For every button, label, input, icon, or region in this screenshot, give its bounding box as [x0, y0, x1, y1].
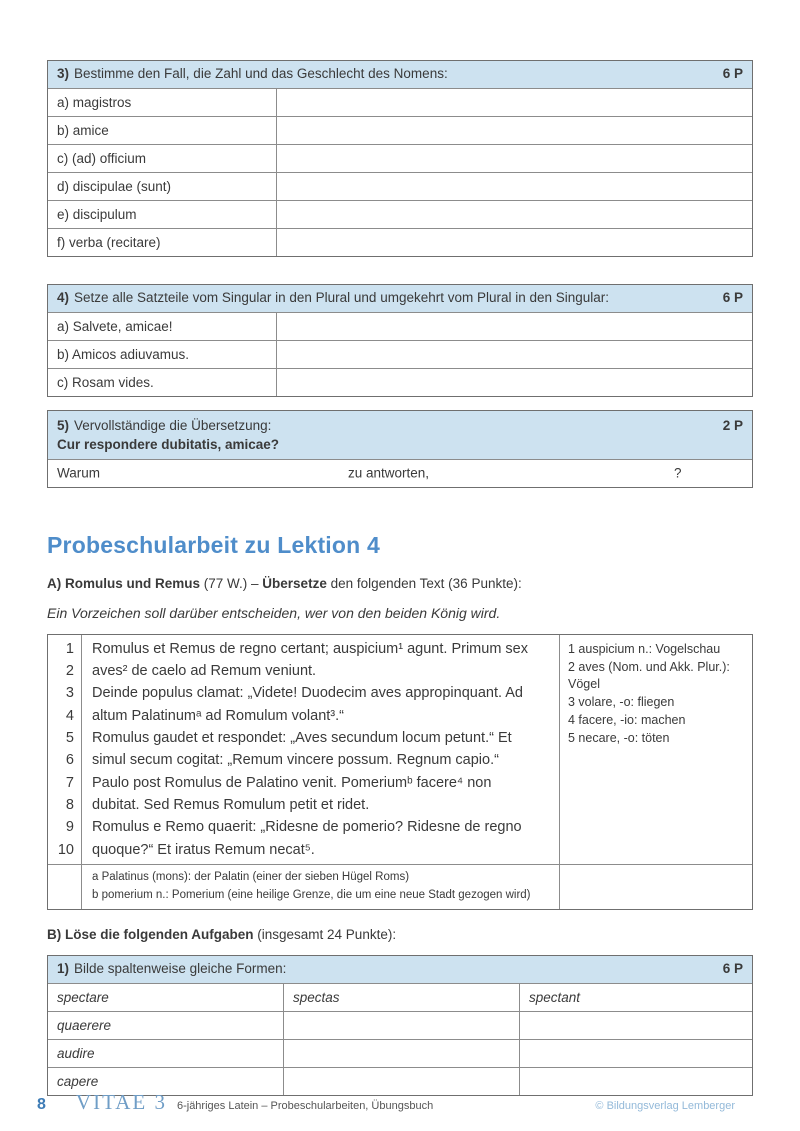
answer-cell [277, 369, 752, 396]
brand-logo: VITAE 3 [75, 1090, 167, 1114]
task-item-label: c) (ad) officium [48, 145, 277, 172]
task-row [48, 368, 752, 396]
task-5-table [47, 410, 753, 488]
answer-cell [277, 341, 752, 368]
task-4-table [47, 284, 753, 397]
line-number: 5 [65, 730, 74, 747]
line-number: 1 [65, 640, 74, 657]
answer-cell [277, 117, 752, 144]
latin-line: simul secum cogitat: „Remum vincere possum. Regnum capio.“ [92, 752, 499, 769]
text-intro: Ein Vorzeichen soll darüber entscheiden, wer von den beiden König wird. [47, 604, 501, 621]
latin-line: Deinde populus clamat: „Videte! Duodecim aves appropinquant. Ad [92, 685, 523, 702]
task-4-header [48, 285, 752, 312]
page-footer [0, 1090, 800, 1115]
form-cell: spectas [284, 984, 520, 1011]
task-number: 1) [57, 961, 70, 977]
answer-cell [277, 173, 752, 200]
task-number: 3) [57, 66, 70, 81]
points-badge: 6 P [722, 961, 743, 977]
task-row [48, 88, 752, 116]
answer-cell [520, 1040, 752, 1067]
latin-line: Paulo post Romulus de Palatino venit. Pomeriumᵇ facere⁴ non [92, 774, 492, 791]
part-b-label: B) Löse die folgenden Aufgaben [47, 927, 254, 943]
task-row [48, 116, 752, 144]
task-row [48, 172, 752, 200]
forms-row [48, 1011, 752, 1039]
task-item-label: f) verba (recitare) [48, 229, 277, 256]
task-row [48, 144, 752, 172]
task-item-label: e) discipulum [48, 201, 277, 228]
task-row [48, 200, 752, 228]
footnote-number-spacer [48, 864, 82, 910]
line-number: 4 [65, 707, 74, 724]
answer-cell [284, 1012, 520, 1039]
latin-line: dubitat. Sed Remus Romulum petit et ridet. [92, 796, 370, 813]
footer-subtitle: 6-jähriges Latein – Probeschularbeiten, Übungsbuch [176, 1100, 434, 1112]
part-b-heading [47, 927, 753, 942]
task-row [48, 312, 752, 340]
task-title: Vervollständige die Übersetzung: [74, 417, 272, 433]
task-3-table [47, 60, 753, 257]
line-number: 6 [65, 752, 74, 769]
latin-text-column [82, 635, 559, 864]
part-b-heading-rest: (insgesamt 24 Punkte): [253, 927, 397, 943]
latin-line: Romulus et Remus de regno certant; auspicium¹ agunt. Primum sex [92, 640, 528, 657]
task-number: 5) [57, 417, 70, 433]
page-number: 8 [37, 1096, 46, 1113]
footnote: b pomerium n.: Pomerium (eine heilige Grenze, die um eine neue Stadt gezogen wird) [92, 888, 531, 901]
line-number: 9 [65, 819, 74, 836]
vocab-entry: 3 volare, -o: fliegen [568, 695, 675, 710]
answer-cell [277, 145, 752, 172]
line-number: 3 [65, 685, 74, 702]
task-row [48, 340, 752, 368]
translation-fragment: Warum [57, 465, 100, 481]
form-cell: capere [48, 1068, 284, 1095]
form-cell: audire [48, 1040, 284, 1067]
task-5-header [48, 411, 752, 459]
part-a-heading [47, 576, 753, 591]
vocabulary-column [559, 635, 752, 864]
vocab-entry: 2 aves (Nom. und Akk. Plur.): Vögel [568, 659, 730, 692]
form-cell: quaerere [48, 1012, 284, 1039]
answer-cell [520, 1012, 752, 1039]
task-number: 4) [57, 289, 70, 305]
footnote: a Palatinus (mons): der Palatin (einer der sieben Hügel Roms) [92, 870, 410, 883]
latin-text-table [47, 634, 753, 911]
answer-cell [277, 229, 752, 256]
task-item-label: c) Rosam vides. [48, 369, 277, 396]
vocab-entry: 5 necare, -o: töten [568, 730, 670, 745]
translation-fragment: ? [674, 465, 682, 481]
task-item-label: b) amice [48, 117, 277, 144]
latin-line: altum Palatinumᵃ ad Romulum volant³.“ [92, 707, 344, 724]
latin-line: Romulus gaudet et respondet: „Aves secundum locum petunt.“ Et [92, 730, 512, 747]
part-a-heading-mid: (77 W.) – [200, 575, 263, 591]
vocab-entry: 1 auspicium n.: Vogelschau [568, 641, 721, 656]
task-title: Bilde spaltenweise gleiche Formen: [74, 961, 287, 977]
points-badge: 6 P [722, 66, 743, 81]
form-cell: spectare [48, 984, 284, 1011]
task-5-latin-sentence: Cur respondere dubitatis, amicae? [57, 437, 280, 453]
forms-row [48, 1039, 752, 1067]
part-a-heading-rest: den folgenden Text (36 Punkte): [326, 575, 522, 591]
answer-cell [277, 313, 752, 340]
task-item-label: a) Salvete, amicae! [48, 313, 277, 340]
task-item-label: b) Amicos adiuvamus. [48, 341, 277, 368]
vocab-entry: 4 facere, -io: machen [568, 712, 686, 727]
footnotes-cell [82, 864, 559, 910]
footnote-vocab-spacer [559, 864, 752, 910]
translation-fragment: zu antworten, [348, 465, 430, 481]
answer-cell [277, 89, 752, 116]
points-badge: 6 P [722, 289, 743, 305]
latin-line: Romulus e Remo quaerit: „Ridesne de pomerio? Ridesne de regno [92, 819, 522, 836]
answer-cell [277, 201, 752, 228]
line-number: 8 [65, 796, 74, 813]
latin-line: quoque?“ Et iratus Remum necat⁵. [92, 841, 315, 858]
task-row [48, 228, 752, 256]
task-item-label: d) discipulae (sunt) [48, 173, 277, 200]
forms-row [48, 983, 752, 1011]
latin-line: aves² de caelo ad Remum veniunt. [92, 663, 317, 680]
line-number: 10 [57, 841, 74, 858]
task-item-label: a) magistros [48, 89, 277, 116]
form-cell: spectant [529, 990, 581, 1006]
points-badge: 2 P [722, 417, 743, 433]
line-number: 2 [65, 663, 74, 680]
line-number-column [48, 635, 82, 864]
part-a-label: A) Romulus und Remus [47, 575, 201, 591]
part-a-verb: Übersetze [262, 575, 327, 591]
answer-cell [284, 1040, 520, 1067]
task-3-header [48, 61, 752, 88]
task-title: Setze alle Satzteile vom Singular in den Plural und umgekehrt vom Plural in den Singular: [74, 289, 610, 305]
task-1-header [48, 956, 752, 983]
task-title: Bestimme den Fall, die Zahl und das Geschlecht des Nomens: [74, 66, 448, 81]
task-1-table [47, 955, 753, 1096]
copyright-notice: © Bildungsverlag Lemberger [595, 1100, 735, 1112]
task-5-answer-row [48, 459, 752, 487]
section-heading: Probeschularbeit zu Lektion 4 [47, 531, 380, 558]
line-number: 7 [65, 774, 74, 791]
